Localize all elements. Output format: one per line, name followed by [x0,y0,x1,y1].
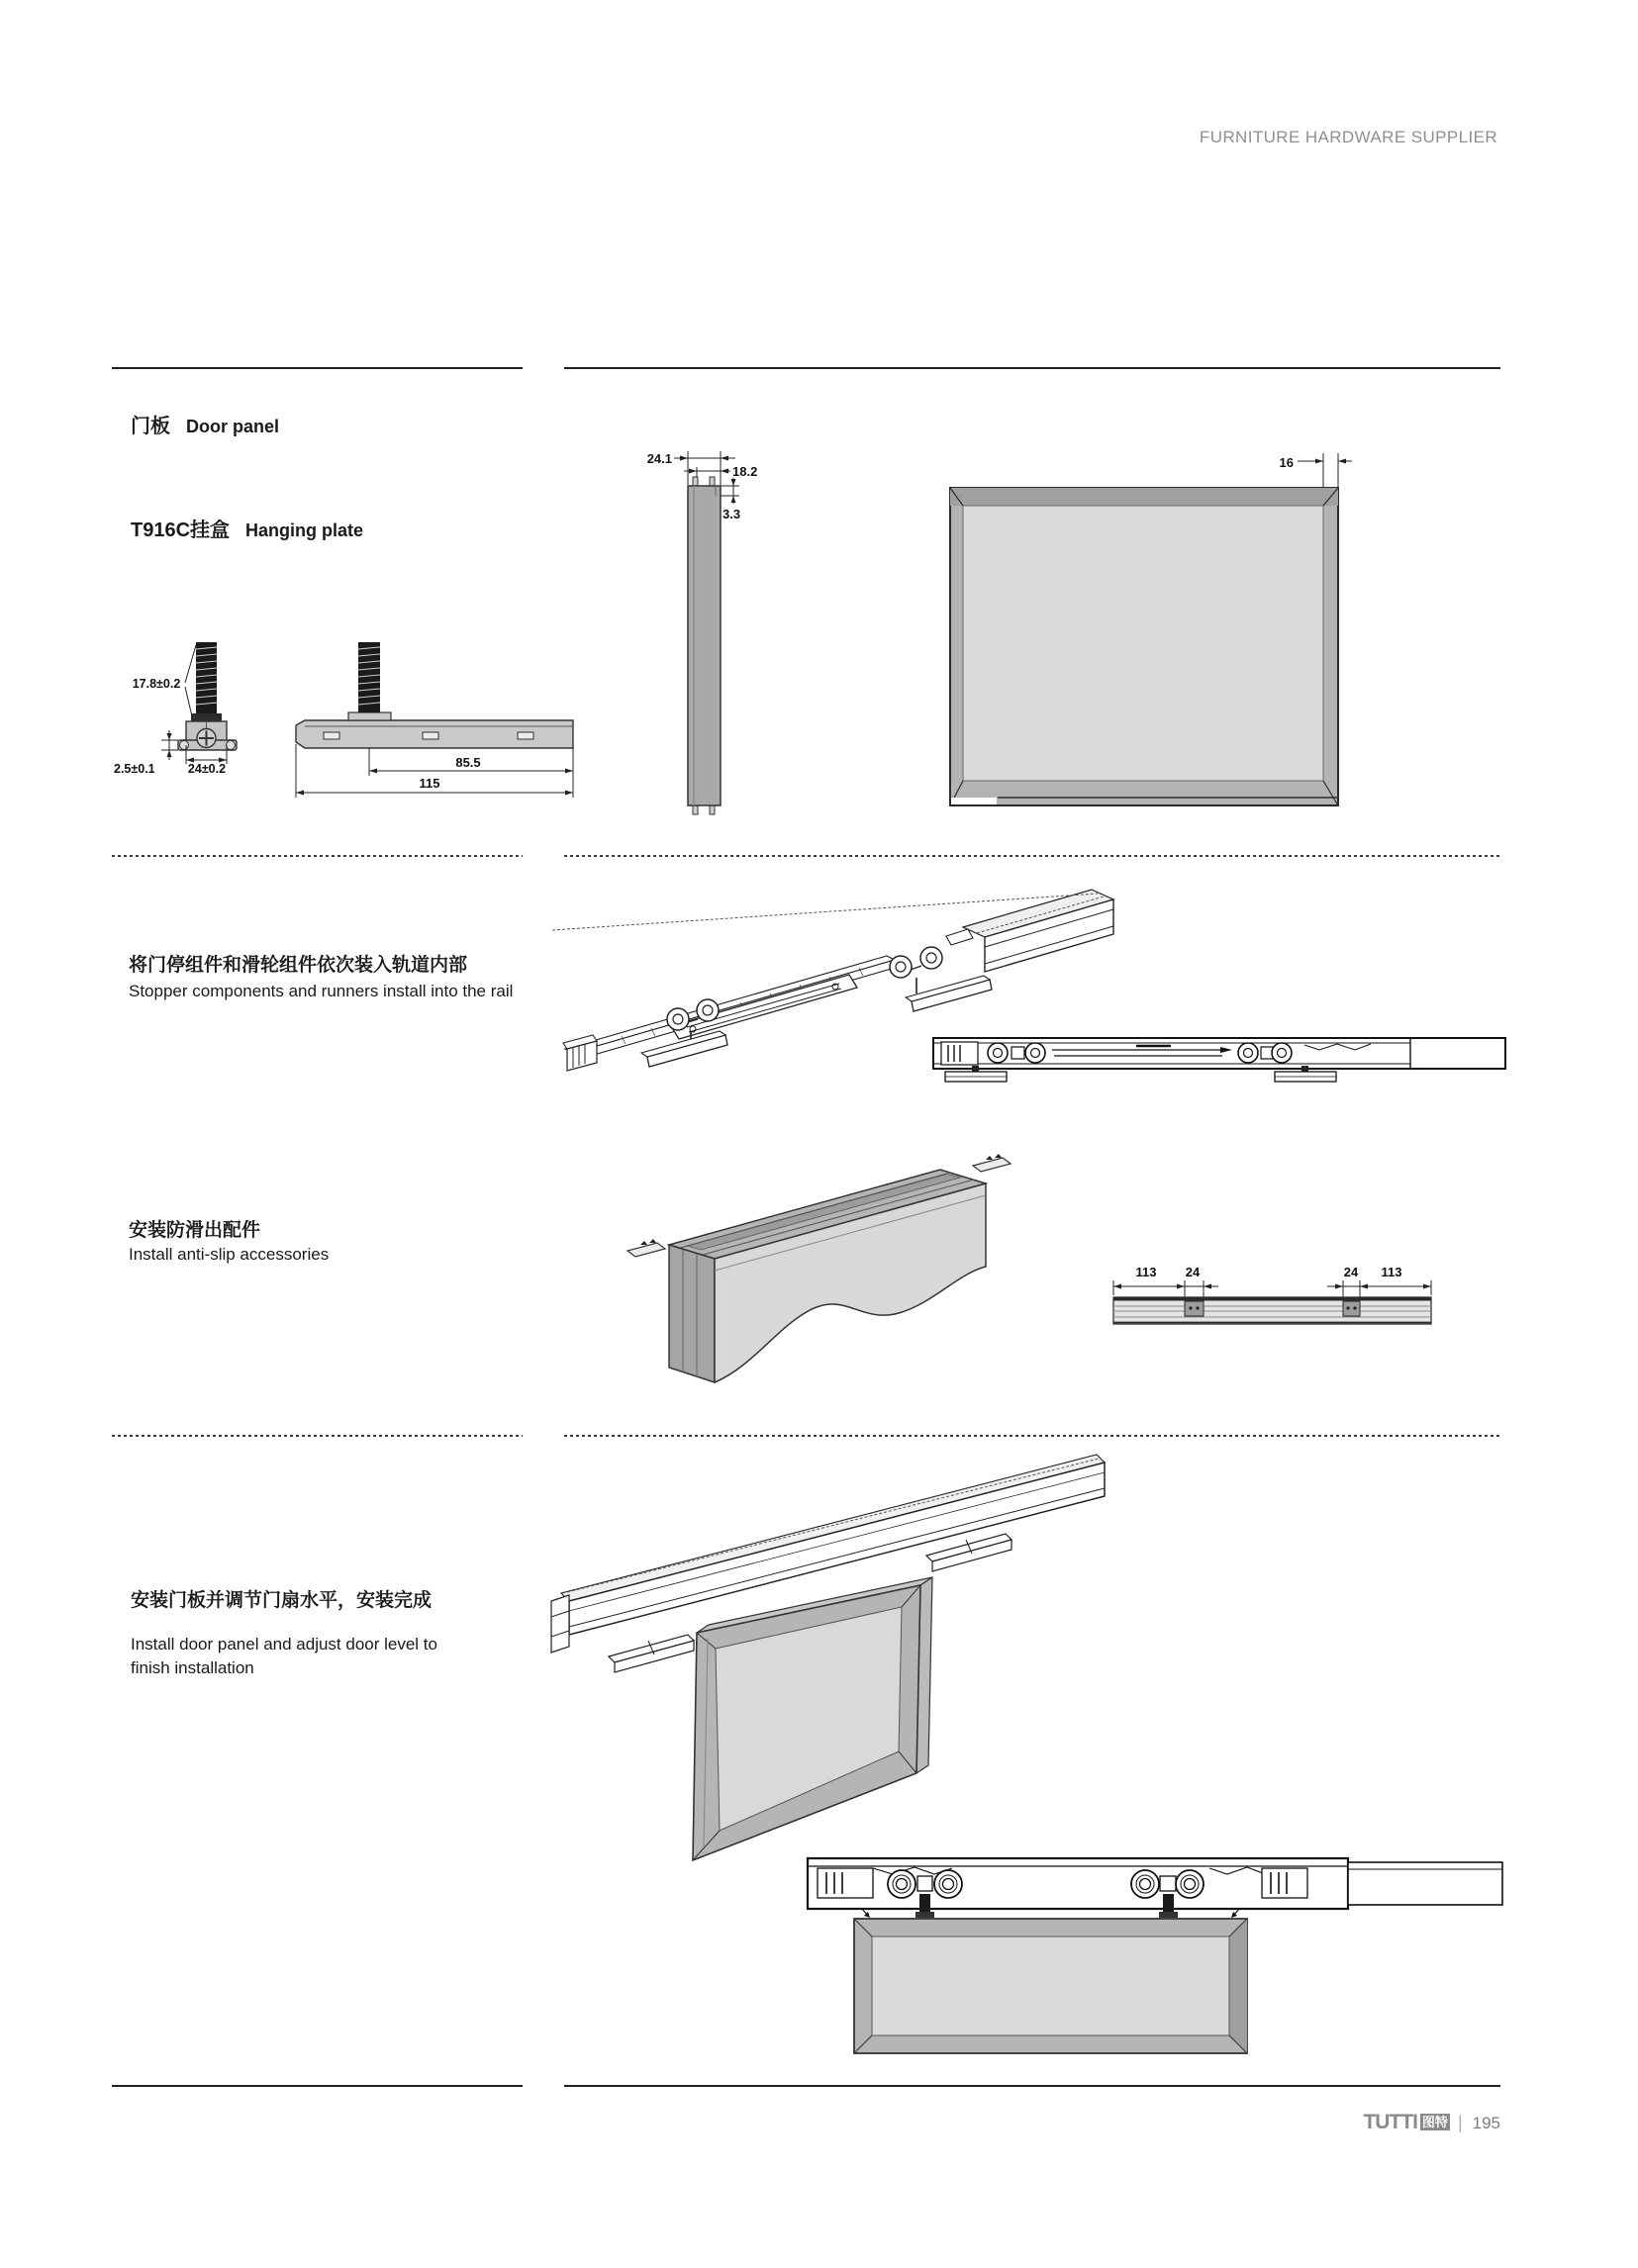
anti-slip-step-en: Install anti-slip accessories [129,1245,330,1264]
divider-dash2-right [564,1435,1500,1437]
dim-panel-offset: 18.2 [732,464,758,479]
dim-total-length: 115 [419,776,440,791]
door-panel-title-en: Door panel [186,417,280,436]
dim-panel-width: 24.1 [646,451,672,466]
door-panel-side-view-drawing [628,443,792,819]
rail-door-3d-drawing [537,1453,1136,1873]
panel-profile [688,486,721,805]
assembled-rail-side-drawing [923,1029,1517,1090]
runners-step-cn: 将门停组件和滑轮组件依次装入轨道内部 [129,955,468,976]
dim-frame-width: 16 [1279,455,1294,470]
rail-segment [552,890,1113,972]
anti-slip-clip-right [973,1154,1011,1172]
page-header: FURNITURE HARDWARE SUPPLIER [1199,128,1497,146]
dim-24-left: 24 [1185,1265,1201,1279]
brand-logo: TUTTI [1363,2111,1417,2133]
bolt-thread [191,642,222,721]
page-number: 195 [1472,2114,1500,2132]
hanging-plate-title-en: Hanging plate [245,520,364,540]
dim-113-right: 113 [1381,1265,1402,1279]
door-panel-front-view-drawing [935,443,1356,819]
runner-2-front [1131,1870,1204,1918]
finish-step-en1: Install door panel and adjust door level to [131,1635,437,1654]
page-footer [990,2111,1500,2134]
door-panel-title-cn: 门板 [131,416,170,437]
phillips-screw [197,729,216,748]
stopper-left [941,1042,978,1065]
dim-panel-lip: 3.3 [723,507,741,521]
divider-dash2-left [112,1435,523,1437]
rail-cutaway-drawing [592,1130,1022,1417]
hanging-plate-front-view-drawing [104,631,252,795]
dim-bolt-to-end: 85.5 [455,755,481,770]
hanging-plate-title [131,514,363,542]
door-panel-title [131,410,279,438]
assembled-front-drawing [770,1829,1524,2061]
door-panel-3d [693,1577,932,1860]
hanging-plate-title-cn: T916C挂盒 [131,520,231,541]
bolt-thread [358,642,380,712]
dim-113-left: 113 [1135,1265,1157,1279]
divider-bottom-left [112,2085,523,2087]
rail-profile [1113,1297,1431,1324]
divider-bottom-right [564,2085,1500,2087]
door-inner-panel [963,506,1323,781]
runner-rear [890,947,992,1011]
stopper-track [565,956,895,1061]
runner-1-front [888,1870,962,1918]
clip-left-section [1185,1301,1204,1316]
divider-dash1-right [564,855,1500,857]
dim-plate-thickness: 2.5±0.1 [114,762,155,776]
footer-separator: | [1457,2113,1463,2132]
hanging-plate-on-rail-1 [609,1635,694,1672]
finish-step-en2: finish installation [131,1658,254,1677]
clip-right-section [1343,1301,1360,1316]
runners-step-en: Stopper components and runners install into the rail [129,982,514,1000]
divider-top-right [564,367,1500,369]
divider-top-left [112,367,523,369]
anti-slip-step-cn: 安装防滑出配件 [129,1220,261,1241]
hanging-plate-side-view-drawing [285,631,582,800]
divider-dash1-left [112,855,523,857]
finish-step-cn: 安装门板并调节门扇水平，安装完成 [131,1590,433,1611]
door-panel-front [854,1919,1247,2053]
dim-24-right: 24 [1343,1265,1359,1279]
brand-logo-cn: 图特 [1421,2115,1448,2129]
rail-slab [669,1170,986,1382]
dim-body-width: 24±0.2 [187,762,227,776]
anti-slip-clip-left [627,1239,665,1257]
rail-section-drawing [1102,1249,1443,1333]
stopper-block [563,1035,597,1071]
dim-bolt-height: 17.8±0.2 [132,677,181,691]
